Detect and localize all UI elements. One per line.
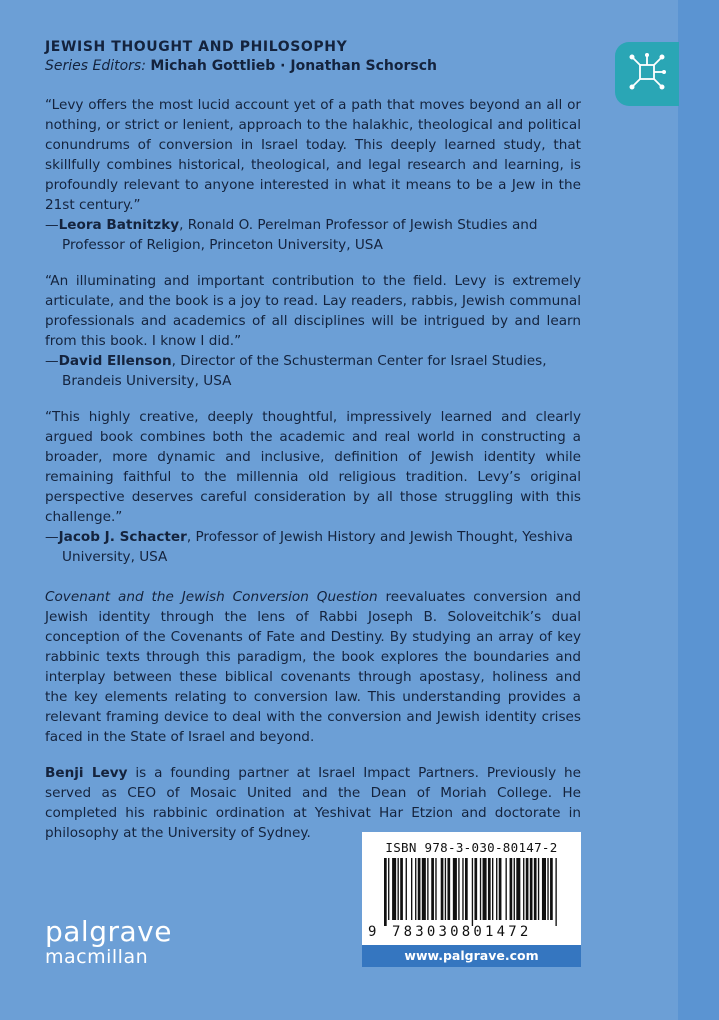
barcode-bar (510, 858, 513, 920)
endorsement-quote (45, 271, 581, 391)
barcode-bar (530, 858, 533, 920)
endorsement-quote (45, 95, 581, 255)
barcode-bar (523, 858, 524, 920)
quote-text: “An illuminating and important contribution to the field. Levy is extremely articulate, and the book is a joy to read. Lay readers, rabbis, Jewish communal professionals and academics of all disciplines will be intrigued by and learn from this book. I know I did.” (45, 273, 581, 349)
barcode-bar (427, 858, 428, 920)
barcode-bar (506, 858, 507, 920)
barcode-bar (474, 858, 477, 920)
quote-author: Leora Batnitzky (58, 217, 180, 233)
quote-author: Jacob J. Schacter (58, 529, 187, 545)
barcode-number: 783030801472 (392, 924, 532, 940)
barcode-bar (547, 858, 548, 920)
barcode-bar (384, 858, 387, 926)
barcode-bar (462, 858, 463, 920)
description-text: reevaluates conversion and Jewish identity through the lens of Rabbi Joseph B. Soloveitchik’s dual conception of the Covenants of Fate and Destiny. By studying an array of key rabbinic texts through this paradigm, the book explores the boundaries and interplay between these biblical covenants through apostasy, holiness and the key elements relating to conversion law. This understanding provides a relevant framing device to deal with the conversion and Jewish identity crises faced in the State of Israel and beyond. (45, 589, 581, 745)
series-editors (45, 56, 581, 76)
author-bio (45, 763, 581, 843)
back-cover-text (45, 38, 581, 859)
publisher-logo (45, 915, 172, 968)
series-editors-names: Michah Gottlieb · Jonathan Schorsch (150, 58, 438, 74)
series-editors-label: Series Editors: (45, 58, 146, 74)
spine-strip (678, 0, 719, 1020)
book-title: Covenant and the Jewish Conversion Question (45, 589, 378, 605)
series-badge (615, 42, 679, 106)
quote-attribution (45, 215, 581, 255)
barcode-bars (380, 858, 563, 928)
barcode-bar (422, 858, 426, 920)
barcode-bar (435, 858, 436, 920)
barcode-bar (499, 858, 502, 920)
barcode-bar (400, 858, 403, 920)
barcode-bar (458, 858, 459, 920)
barcode-bar (480, 858, 481, 920)
quote-dash: — (45, 353, 59, 369)
barcode-bar (398, 858, 399, 920)
quote-dash: — (45, 529, 59, 545)
barcode-bar (492, 858, 493, 920)
quote-text: “Levy offers the most lucid account yet of a path that moves beyond an all or nothing, or strict or lenient, approach to the halakhic, theological and political conundrums of conversion in Israel today. This deeply learned study, that skillfully combines historical, theological, and legal research and learning, is profoundly relevant to anyone interested in what it means to be a Jew in the 21st century.” (45, 97, 581, 213)
barcode-bar (534, 858, 537, 920)
publisher-logo-line2: macmillan (45, 946, 149, 968)
barcode-bar (388, 858, 389, 920)
barcode-bar (488, 858, 491, 920)
network-icon (627, 52, 667, 96)
quote-affiliation: , Ronald O. Perelman Professor of Jewish Studies and Professor of Religion, Princeton University, USA (62, 217, 538, 253)
quote-attribution (45, 527, 581, 567)
barcode-lead-digit: 9 (368, 924, 377, 940)
barcode-bar (526, 858, 529, 920)
barcode-bar (431, 858, 434, 920)
barcode-bar (465, 858, 468, 920)
barcode-bar (538, 858, 539, 920)
barcode-bar (445, 858, 446, 920)
quote-attribution (45, 351, 581, 391)
barcode-bar (453, 858, 457, 920)
author-name: Benji Levy (45, 765, 128, 781)
author-bio-text: is a founding partner at Israel Impact Partners. Previously he served as CEO of Mosaic United and the Dean of Moriah College. He completed his rabbinic ordination at Yeshivat Har Etzion and doctorate in philosophy at the University of Sydney. (45, 765, 581, 841)
quote-affiliation: , Professor of Jewish History and Jewish Thought, Yeshiva University, USA (62, 529, 573, 565)
isbn-label: ISBN 978-3-030-80147-2 (385, 840, 558, 855)
series-title: JEWISH THOUGHT AND PHILOSOPHY (45, 39, 348, 55)
endorsement-quote (45, 407, 581, 567)
quote-dash: — (45, 217, 59, 233)
publisher-url[interactable]: www.palgrave.com (362, 945, 581, 967)
publisher-logo-line1: palgrave (45, 915, 172, 948)
barcode-bar (555, 858, 556, 926)
barcode-bar (472, 858, 473, 926)
quote-text: “This highly creative, deeply thoughtful, impressively learned and clearly argued book combines both the academic and real world in constructing a broader, more dynamic and inclusive, definition of Jewish identity while remaining faithful to the millennia old religious tradition. Levy’s original perspective deserves careful consideration by all those struggling with this challenge.” (45, 409, 581, 525)
quote-affiliation: , Director of the Schusterman Center for Israel Studies, Brandeis University, USA (62, 353, 547, 389)
barcode-bar (542, 858, 546, 920)
barcode-bar (483, 858, 487, 920)
quote-author: David Ellenson (58, 353, 172, 369)
isbn-barcode (362, 832, 581, 945)
barcode-bar (418, 858, 421, 920)
barcode-bar (496, 858, 497, 920)
barcode-bar (392, 858, 396, 920)
book-description (45, 587, 581, 747)
barcode-bar (441, 858, 444, 920)
barcode-bar (550, 858, 553, 920)
barcode-bar (514, 858, 515, 920)
barcode-bar (415, 858, 416, 920)
barcode-bar (516, 858, 520, 920)
barcode-bar (447, 858, 450, 920)
barcode-bar (406, 858, 407, 920)
barcode-bar (411, 858, 412, 920)
